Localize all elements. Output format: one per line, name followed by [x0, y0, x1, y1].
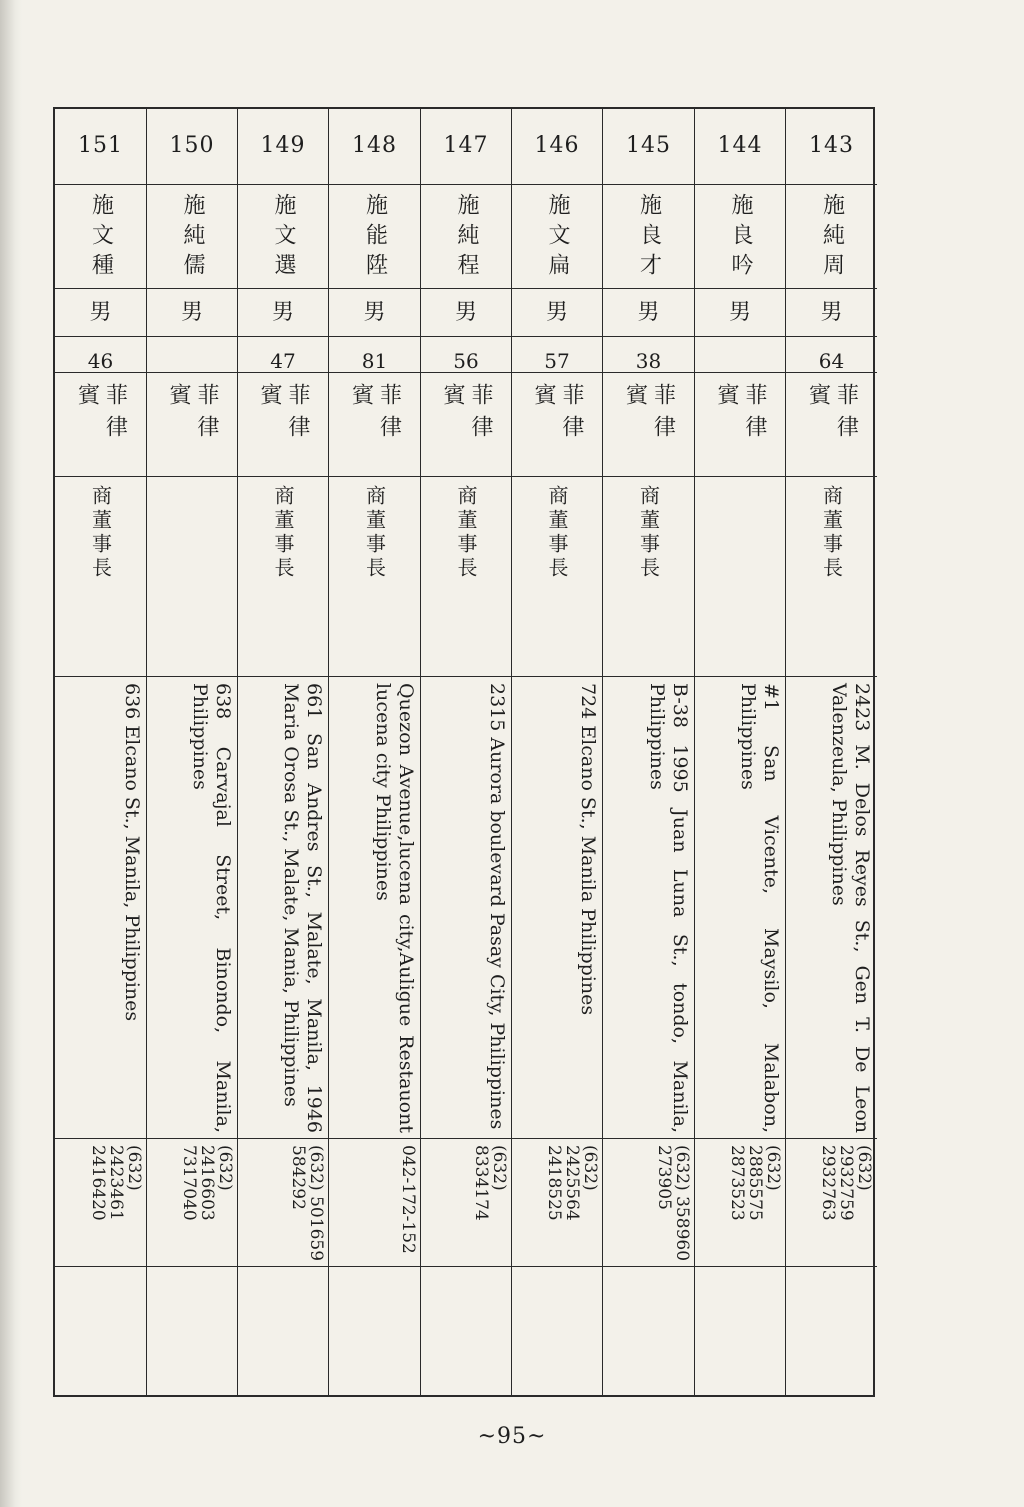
- age-value: [147, 337, 237, 349]
- age-cell: [512, 337, 602, 373]
- occupation-cell: [786, 477, 877, 677]
- gender-cell: [55, 289, 146, 337]
- record-column: [786, 109, 877, 1395]
- age-cell: [238, 337, 328, 373]
- phone-cell: [147, 1139, 237, 1267]
- record-column: [421, 109, 512, 1395]
- record-number: 146: [534, 133, 580, 158]
- occupation-cell: [695, 477, 785, 677]
- age-value: 56: [453, 349, 479, 373]
- occupation-value: 商董事長: [271, 485, 295, 581]
- person-name: 施文選: [271, 193, 296, 283]
- nationality-cell: [603, 373, 694, 477]
- phone-cell: [603, 1139, 694, 1267]
- age-value: 46: [87, 349, 114, 373]
- phone-cell: [238, 1139, 328, 1267]
- gender-cell: [695, 289, 785, 337]
- nationality-cell: [147, 373, 237, 477]
- age-value: 38: [635, 349, 662, 373]
- address-text: 724 Elcano St., Manila Philippines: [577, 683, 599, 1016]
- gender-value: 男: [820, 300, 843, 325]
- address-cell: [421, 677, 511, 1139]
- nationality-value: 菲律賓: [166, 383, 219, 447]
- name-cell: [421, 185, 511, 289]
- age-cell: [421, 337, 511, 373]
- phone-text: (632) 2885575 2873523: [727, 1145, 783, 1221]
- age-value: 47: [270, 349, 296, 373]
- phone-text: (632) 358960 273905: [654, 1145, 692, 1262]
- record-column: [55, 109, 147, 1395]
- name-cell: [603, 185, 694, 289]
- blank-cell: [238, 1267, 328, 1397]
- phone-text: 042-172-152: [398, 1145, 418, 1254]
- nationality-value: 菲律賓: [714, 383, 767, 447]
- occupation-cell: [55, 477, 146, 677]
- person-name: 施能陞: [362, 193, 388, 283]
- record-number: 144: [717, 133, 763, 158]
- record-column: [238, 109, 329, 1395]
- page-number: ~95~: [477, 1424, 547, 1449]
- record-column: [603, 109, 695, 1395]
- occupation-value: 商董事長: [636, 485, 661, 581]
- occupation-value: 商董事長: [819, 485, 844, 581]
- address-text: #1 San Vicente, Maysilo, Malabon, Philippines: [737, 683, 782, 1133]
- blank-cell: [786, 1267, 877, 1397]
- name-cell: [55, 185, 146, 289]
- gender-value: 男: [89, 300, 112, 325]
- nationality-value: 菲律賓: [622, 383, 676, 447]
- age-cell: [695, 337, 785, 373]
- occupation-cell: [421, 477, 511, 677]
- id-cell: [512, 109, 602, 185]
- phone-text: (632) 2425564 2418525: [544, 1145, 600, 1221]
- record-number: 143: [809, 133, 854, 158]
- blank-cell: [512, 1267, 602, 1397]
- id-cell: [147, 109, 237, 185]
- nationality-cell: [786, 373, 877, 477]
- gender-value: 男: [545, 300, 568, 325]
- nationality-value: 菲律賓: [440, 383, 493, 447]
- person-name: 施純周: [819, 193, 845, 283]
- age-value: 81: [361, 349, 388, 373]
- name-cell: [238, 185, 328, 289]
- phone-cell: [786, 1139, 877, 1267]
- gender-cell: [786, 289, 877, 337]
- gender-value: 男: [180, 300, 203, 325]
- gender-cell: [603, 289, 694, 337]
- record-number: 149: [260, 133, 306, 158]
- nationality-cell: [55, 373, 146, 477]
- gender-cell: [512, 289, 602, 337]
- gender-value: 男: [454, 300, 477, 325]
- age-cell: [786, 337, 877, 373]
- nationality-value: 菲律賓: [805, 383, 859, 447]
- age-value: 57: [544, 349, 570, 373]
- address-text: 638 Carvajal Street, Binondo, Manila, Philippines: [189, 683, 234, 1133]
- blank-cell: [55, 1267, 146, 1397]
- occupation-cell: [329, 477, 420, 677]
- id-cell: [603, 109, 694, 185]
- person-name: 施純程: [454, 193, 479, 283]
- occupation-value: 商董事長: [545, 485, 569, 581]
- age-cell: [603, 337, 694, 373]
- id-cell: [695, 109, 785, 185]
- occupation-cell: [512, 477, 602, 677]
- phone-text: (632) 8334174: [471, 1145, 509, 1221]
- age-value: 64: [818, 349, 845, 373]
- phone-cell: [695, 1139, 785, 1267]
- address-text: 2315 Aurora boulevard Pasay City, Philippines: [486, 683, 508, 1130]
- nationality-cell: [238, 373, 328, 477]
- blank-cell: [147, 1267, 237, 1397]
- record-number: 150: [169, 133, 215, 158]
- gender-cell: [147, 289, 237, 337]
- phone-cell: [55, 1139, 146, 1267]
- nationality-value: 菲律賓: [531, 383, 584, 447]
- nationality-value: 菲律賓: [74, 383, 128, 447]
- phone-text: (632) 2423461 2416420: [88, 1145, 144, 1221]
- name-cell: [695, 185, 785, 289]
- record-number: 147: [443, 133, 489, 158]
- phone-text: (632) 2416603 7317040: [179, 1145, 235, 1221]
- phone-cell: [512, 1139, 602, 1267]
- phone-text: (632) 2932759 2932763: [818, 1145, 874, 1221]
- address-text: 661 San Andres St., Malate, Manila, 1946 Maria Orosa St., Malate, Mania, Philippines: [280, 683, 325, 1133]
- person-name: 施文扁: [545, 193, 570, 283]
- record-column: [512, 109, 603, 1395]
- nationality-cell: [329, 373, 420, 477]
- record-number: 148: [352, 133, 397, 158]
- address-cell: [695, 677, 785, 1139]
- age-cell: [329, 337, 420, 373]
- record-column: [695, 109, 786, 1395]
- nationality-value: 菲律賓: [257, 383, 310, 447]
- phone-text: (632) 501659 584292: [288, 1145, 326, 1262]
- gender-cell: [421, 289, 511, 337]
- occupation-cell: [238, 477, 328, 677]
- occupation-value: 商董事長: [362, 485, 387, 581]
- id-cell: [238, 109, 328, 185]
- address-cell: [603, 677, 694, 1139]
- nationality-cell: [695, 373, 785, 477]
- address-text: B-38 1995 Juan Luna St., tondo, Manila, Philippines: [646, 683, 691, 1133]
- gender-value: 男: [363, 300, 386, 325]
- gender-cell: [329, 289, 420, 337]
- blank-cell: [603, 1267, 694, 1397]
- scan-edge-shadow: [0, 0, 22, 1507]
- address-text: Quezon Avenue,lucena city,Auligue Restauont lucena city Philippines: [372, 683, 417, 1133]
- age-value: [695, 337, 785, 349]
- blank-cell: [695, 1267, 785, 1397]
- person-name: 施良吟: [728, 193, 753, 283]
- occupation-cell: [603, 477, 694, 677]
- address-cell: [512, 677, 602, 1139]
- name-cell: [147, 185, 237, 289]
- blank-cell: [421, 1267, 511, 1397]
- person-name: 施文種: [88, 193, 114, 283]
- age-cell: [147, 337, 237, 373]
- address-cell: [55, 677, 146, 1139]
- occupation-cell: [147, 477, 237, 677]
- id-cell: [421, 109, 511, 185]
- gender-value: 男: [271, 300, 294, 325]
- phone-cell: [329, 1139, 420, 1267]
- id-cell: [329, 109, 420, 185]
- address-cell: [786, 677, 877, 1139]
- person-name: 施純儒: [180, 193, 205, 283]
- name-cell: [786, 185, 877, 289]
- record-column: [147, 109, 238, 1395]
- nationality-cell: [421, 373, 511, 477]
- nationality-value: 菲律賓: [348, 383, 402, 447]
- gender-value: 男: [728, 300, 751, 325]
- id-cell: [55, 109, 146, 185]
- record-column: [329, 109, 421, 1395]
- gender-cell: [238, 289, 328, 337]
- id-cell: [786, 109, 877, 185]
- gender-value: 男: [637, 300, 660, 325]
- person-name: 施良才: [636, 193, 662, 283]
- name-cell: [329, 185, 420, 289]
- blank-cell: [329, 1267, 420, 1397]
- roster-table: [53, 107, 875, 1397]
- address-text: 2423 M. Delos Reyes St., Gen T. De Leon Valenzeula, Philippines: [828, 683, 873, 1133]
- address-cell: [238, 677, 328, 1139]
- address-cell: [147, 677, 237, 1139]
- name-cell: [512, 185, 602, 289]
- record-number: 145: [626, 133, 671, 158]
- nationality-cell: [512, 373, 602, 477]
- address-text: 636 Elcano St., Manila, Philippines: [121, 683, 143, 1022]
- occupation-value: 商董事長: [454, 485, 478, 581]
- address-cell: [329, 677, 420, 1139]
- record-number: 151: [78, 133, 123, 158]
- occupation-value: 商董事長: [88, 485, 113, 581]
- age-cell: [55, 337, 146, 373]
- phone-cell: [421, 1139, 511, 1267]
